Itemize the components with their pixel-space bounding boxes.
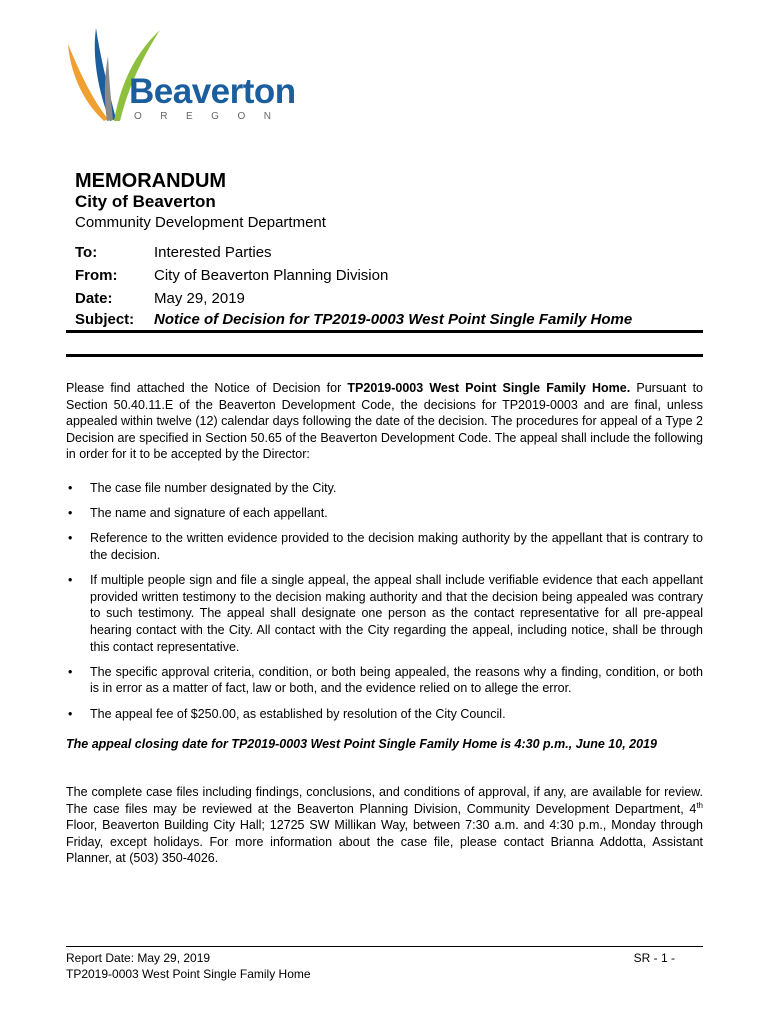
logo-subtitle: OREGON (134, 111, 290, 122)
logo-wordmark: Beaverton (129, 72, 296, 111)
page-footer (66, 950, 703, 982)
divider-top (66, 330, 703, 333)
beaverton-logo (64, 26, 304, 130)
intro-case-bold: TP2019-0003 West Point Single Family Home. (347, 381, 631, 395)
criterion-text: Reference to the written evidence provided to the decision making authority by the appellant that is contrary to the decision. (90, 531, 703, 562)
files-text-2: Floor, Beaverton Building City Hall; 12725 SW Millikan Way, between 7:30 a.m. and 4:30 p.m., Monday through Friday, except holidays. For more information about the case file, please contact Brianna Addotta, Assistant Planner, at (503) 350-4026. (66, 818, 703, 866)
bullet-icon: • (68, 664, 73, 679)
floor-superscript: th (696, 800, 703, 810)
footer-page-number: SR - 1 - (633, 951, 675, 965)
criterion-text: If multiple people sign and file a single appeal, the appeal shall include verifiable evidence that each appellant provided written testimony to the decision making authority and that the decision being appealed was contrary to such testimony. The appeal shall designate one person as the contact representative for all pre-appeal hearing contact with the City. All contact with the City regarding the appeal, including notice, shall be through this contact representative. (90, 573, 703, 654)
criterion-text: The case file number designated by the City. (90, 481, 337, 495)
list-item (66, 664, 703, 697)
subject-label: Subject: (75, 311, 135, 328)
divider-bottom (66, 354, 703, 357)
bullet-icon: • (68, 481, 73, 495)
memo-department: Community Development Department (75, 214, 326, 231)
files-text-1: The complete case files including findings, conclusions, and conditions of approval, if any, are available for review. The case files may be reviewed at the Beaverton Planning Division, Community Development Department, 4 (66, 785, 703, 816)
from-value: City of Beaverton Planning Division (154, 267, 389, 284)
criterion-text: The specific approval criteria, condition, or both being appealed, the reasons why a finding, condition, or both is in error as a matter of fact, law or both, and the evidence relied on to allege the error. (90, 664, 703, 696)
list-item (66, 572, 703, 655)
bullet-icon: • (68, 506, 73, 521)
appeal-criteria-list (66, 480, 703, 731)
footer-divider (66, 946, 703, 947)
list-item (66, 706, 703, 723)
criterion-text: The name and signature of each appellant. (90, 506, 328, 521)
list-item (66, 480, 703, 497)
memo-title: MEMORANDUM (75, 170, 227, 192)
subject-value: Notice of Decision for TP2019-0003 West Point Single Family Home (154, 311, 633, 328)
footer-case: TP2019-0003 West Point Single Family Home (66, 967, 311, 981)
to-value: Interested Parties (154, 244, 272, 261)
intro-rest: Pursuant to Section 50.40.11.E of the Beaverton Development Code, the decisions for TP2019-0003 and are final, unless appealed within twelve (12) calendar days following the date of the decision. The procedures for appeal of a Type 2 Decision are specified in Section 50.65 of the Beaverton Development Code. The appeal shall include the following in order for it to be accepted by the Director: (66, 381, 703, 462)
date-value: May 29, 2019 (154, 290, 245, 307)
appeal-closing-date: The appeal closing date for TP2019-0003 West Point Single Family Home is 4:30 p.m., June 10, 2019 (66, 737, 657, 751)
bullet-icon: • (68, 573, 73, 588)
list-item (66, 505, 703, 522)
to-label: To: (75, 244, 98, 261)
memo-header (75, 170, 705, 233)
intro-lead: Please find attached the Notice of Decision for (66, 381, 348, 395)
date-label: Date: (75, 290, 113, 307)
bullet-icon: • (68, 531, 73, 546)
bullet-icon: • (68, 706, 73, 721)
memo-city: City of Beaverton (75, 192, 216, 211)
from-label: From: (75, 267, 118, 284)
gray-reed-icon (105, 56, 113, 121)
footer-report-date: Report Date: May 29, 2019 (66, 951, 211, 965)
case-files-paragraph (66, 784, 703, 867)
intro-paragraph (66, 380, 703, 463)
list-item (66, 530, 703, 563)
criterion-text: The appeal fee of $250.00, as established by resolution of the City Council. (90, 706, 506, 721)
